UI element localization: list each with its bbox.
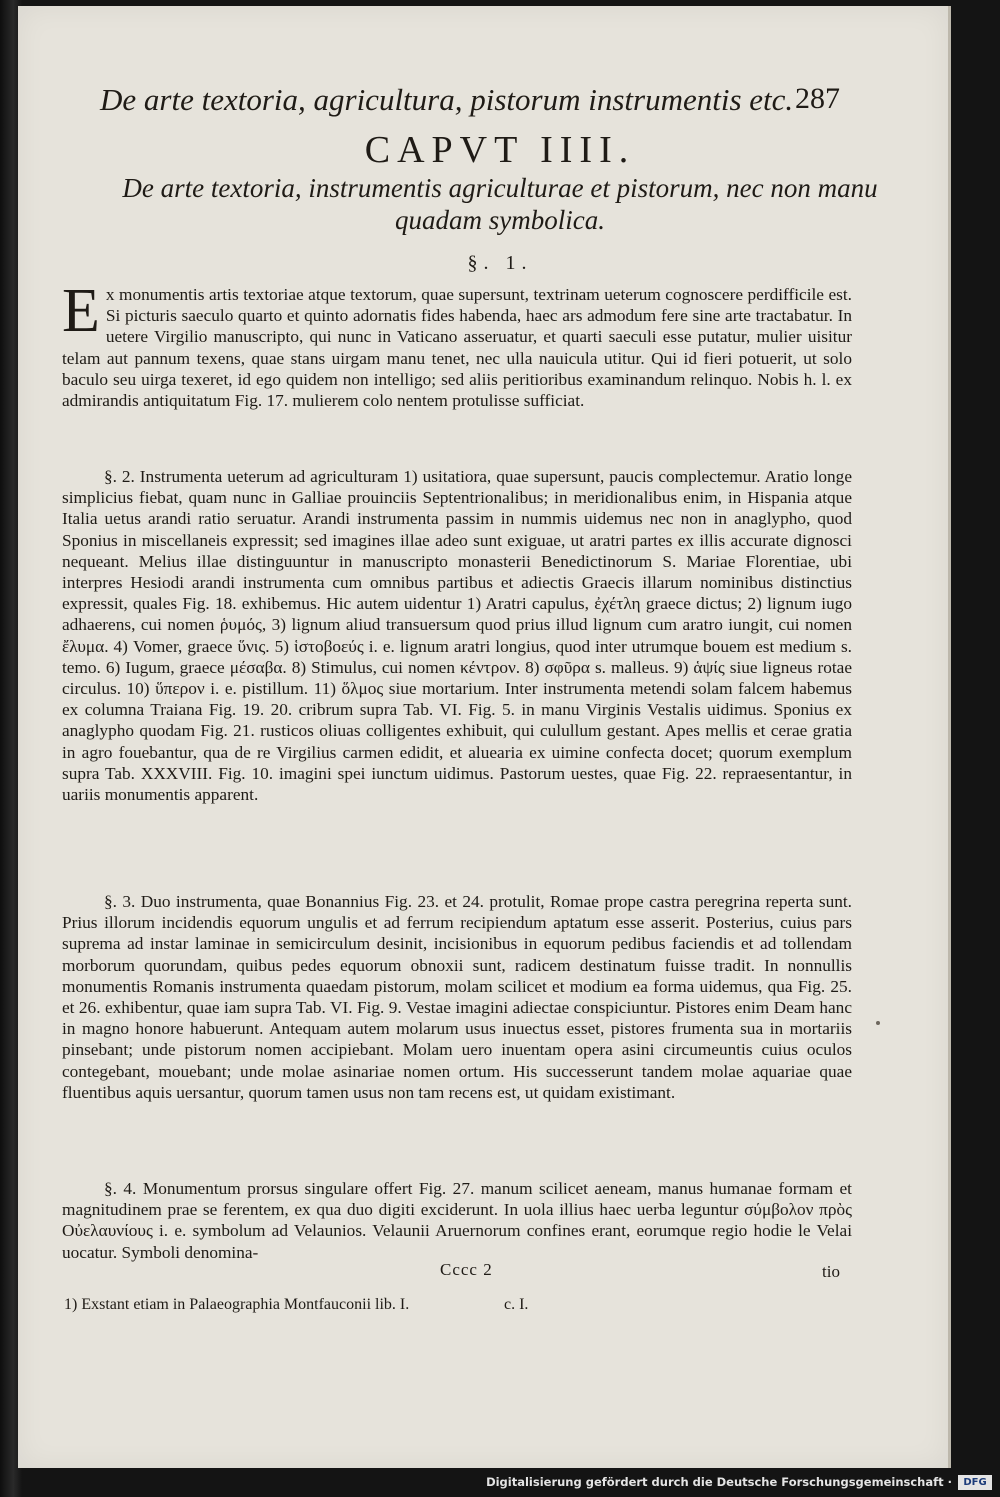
running-head	[100, 82, 840, 122]
chapter-heading: CAPVT IIII.	[364, 129, 636, 171]
paragraph-1-text: x monumentis artis textoriae atque textorum, quae supersunt, textrinam ueterum cognoscere perdifficile est. Si picturis saeculo quarto et quinto adornatis fides habenda, haec ars admodum fere sine arte tractabatur. In uetere Virgilio manuscripto, qui nunc in Vaticano asseruatur, et quarti saeculi esse putatur, mulier uisitur telam aut pannum texens, quae stans uirgam manu tenet, nec ulla nauicula utitur. Qui id fieri potuerit, ut solo baculo seu uirga texeret, id ego quidem non intelligo; sed aliis peritioribus examinandum relinquo. Nobis h. l. ex admirandis antiquitatum Fig. 17. mulierem colo nentem protulisse sufficiat.	[62, 285, 852, 411]
dfg-logo-icon[interactable]: DFG	[958, 1475, 992, 1490]
footnote-text: 1) Exstant etiam in Palaeographia Montfauconii lib. I.	[64, 1296, 410, 1313]
paragraph-4: §. 4. Monumentum prorsus singulare offert Fig. 27. manum scilicet aeneam, manus humanae formam et magnitudinem prae se ferentem, ex qua duo digiti exciderunt. In uola illius haec uerba leguntur σύμβολον πρὸς Οὐελαυνίους i. e. symbolum ad Velaunios. Velaunii Aruernorum confines erant, eorumque regio hodie le Velai uocatur. Symboli denomina-	[62, 1179, 852, 1262]
chapter-subtitle: De arte textoria, instrumentis agriculturae et pistorum, nec non manu quadam symbolica.	[122, 173, 878, 235]
paragraph-3: §. 3. Duo instrumenta, quae Bonannius Fig. 23. et 24. protulit, Romae prope castra peregrina reperta sunt. Prius illorum incidendis equorum ungulis et ad ferrum recipiendum aptatum esse asserit. Posterius, cuius pars suprema ad instar laminae in semicirculum desinit, incisionibus in equorum pedibus faciendis et ad tollendam morborum quorundam, quibus pedes equorum obnoxii sunt, radicem destinatum fuisse tradit. In nonnullis monumentis Romanis instrumenta quaedam pistorum, molam scilicet et modium ea forma uidemus, qua Fig. 25. et 26. exhibentur, quae iam supra Tab. VI. Fig. 9. Vestae imagini adiectae conspiciuntur. Pistores enim Deam hanc in magno honore habuerunt. Antequam autem molarum usus inuectus esset, pistores frumenta sua in mortariis pinsebant; unde pistorum nomen accipiebant. Molam uero inuentam opera asini circumeuntis cuius oculos contegebant, mouebant; unde molae asinariae nomen ortum. His successerunt tandem molae aquariae quae fluentibus aquis uersantur, quorum tamen usus non tam recens est, ut quidam existimant.	[62, 892, 852, 1102]
catchword: tio	[822, 1262, 840, 1281]
margin-mark	[876, 1021, 880, 1025]
page-number: 287	[795, 82, 840, 115]
section-mark: §. 1.	[467, 252, 533, 274]
funding-credit-text: Digitalisierung gefördert durch die Deutsche Forschungsgemeinschaft ·	[486, 1475, 952, 1489]
drop-cap: E	[62, 277, 100, 345]
paragraph-1	[62, 277, 852, 411]
funding-credit-bar	[486, 1472, 1000, 1494]
paragraph-2: §. 2. Instrumenta ueterum ad agriculturam 1) usitatiora, quae supersunt, paucis complectemur. Aratio longe simplicius fiebat, quam nunc in Galliae prouinciis Septentrionalibus; in meridionalibus enim, in Hispania atque Italia uetus arandi ratio seruatur. Arandi instrumenta passim in nummis uidemus nec non in anaglypho, quod Sponius in miscellaneis expressit; sed imagines illae adeo sunt exiguae, ut aratri partes ex illis accurate dignosci nequeant. Melius illae distinguuntur in manuscripto monasterii Benedictinorum S. Mariae Florentiae, ubi interpres Hesiodi arandi instrumenta cum omnibus partibus et adiectis Graecis illarum nominibus distinctius expressit, quales Fig. 18. exhibemus. Hic autem uidentur 1) Aratri capulus, ἐχέτλη graece dictus; 2) lignum iugo adhaerens, cui nomen ῥυμός, 3) lignum aliud transuersum quod prius illud lignum cum aratro iungit, cui nomen ἔλυμα. 4) Vomer, graece ὕνις. 5) ἱστοβοεύς i. e. lignum aratri longius, quod inter utrumque bouem est medium s. temo. 6) Iugum, graece μέσαβα. 8) Stimulus, cui nomen κέντρον. 8) σφῦρα s. malleus. 9) ἁψίς siue ligneus rotae circulus. 10) ὕπερον i. e. pistillum. 11) ὅλμος siue mortarium. Inter instrumenta metendi solam falcem habemus ex columna Traiana Fig. 19. 20. cribrum supra Tab. VI. Fig. 5. in manu Virginis Vestalis uidimus. Sponius ex anaglypho quodam Fig. 21. rusticos oliuas colligentes exhibuit, qui culullum gestant. Apes mellis et cerae gratia in agro fouebantur, qua de re Virgilius carmen edidit, et aluearia ex uimine confecta docet; quorum exemplum supra Tab. XXXVIII. Fig. 10. imagini spei iunctum uidimus. Pastorum uestes, quae Fig. 22. repraesentantur, in uariis monumentis apparent.	[62, 467, 852, 805]
signature-mark: Cccc 2	[440, 1260, 493, 1279]
running-title: De arte textoria, agricultura, pistorum instrumentis etc.	[100, 82, 794, 117]
footnote-reference: c. I.	[504, 1296, 529, 1313]
footnote	[64, 1296, 664, 1318]
